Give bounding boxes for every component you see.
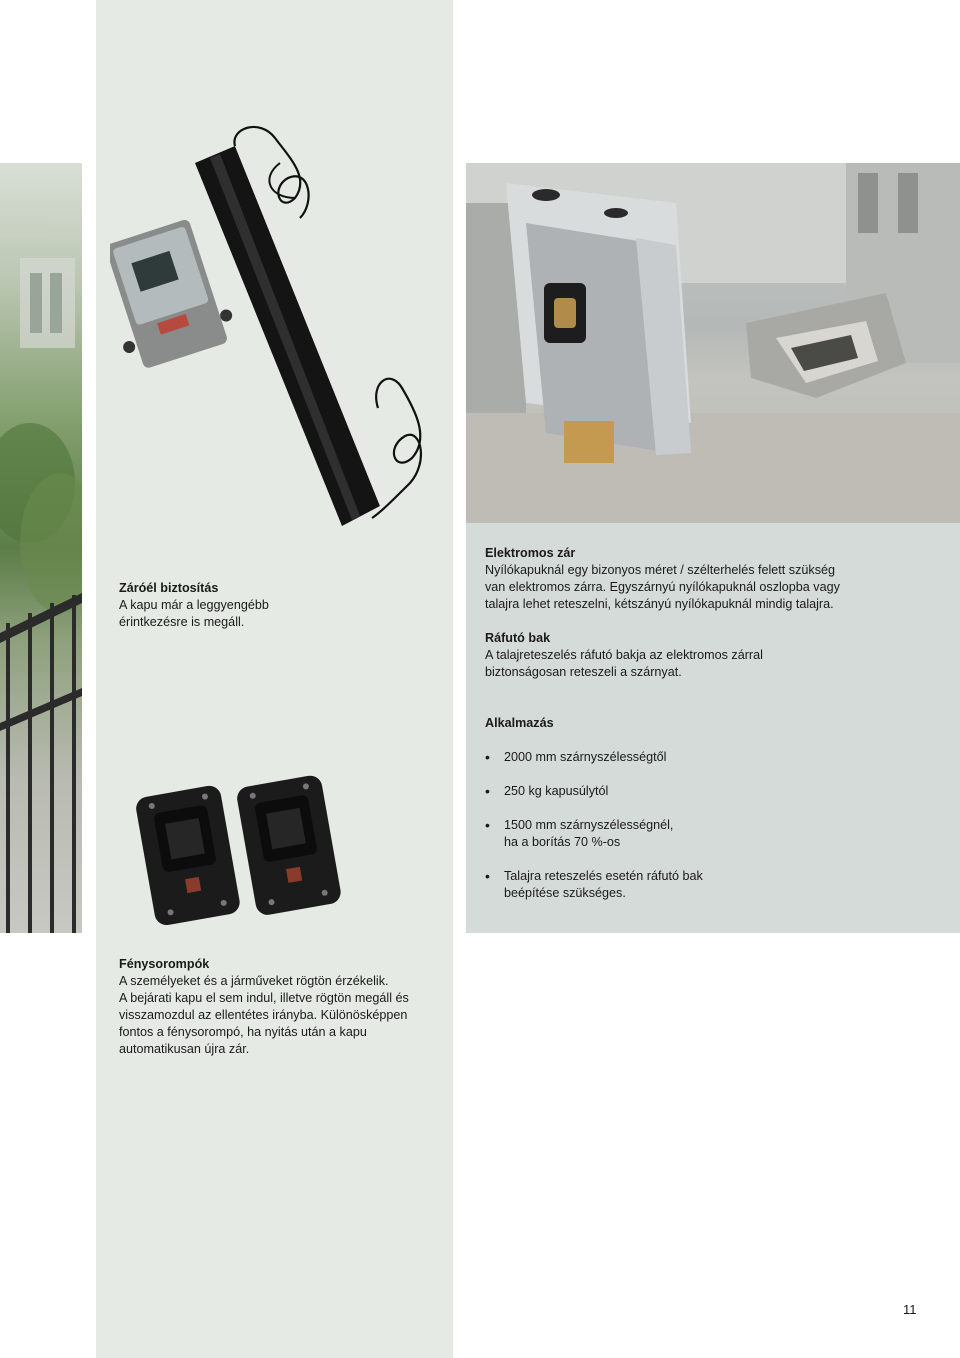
application-item: • 250 kg kapusúlytól (467, 783, 937, 800)
photocell-text-line: A bejárati kapu el sem indul, illetve rögtön megáll és (119, 991, 409, 1005)
photocell-product-image (130, 760, 360, 935)
catch-title: Ráfutó bak (485, 631, 551, 645)
application-title: Alkalmazás (485, 716, 554, 730)
safety-edge-text-line: érintkezésre is megáll. (119, 615, 245, 629)
application-list (467, 749, 937, 919)
safety-edge-product-image (110, 118, 450, 538)
electric-lock-section (485, 545, 945, 613)
electric-lock-photo (466, 163, 960, 523)
catch-text-line: biztonságosan reteszeli a szárnyat. (485, 665, 682, 679)
application-section (485, 715, 945, 732)
safety-edge-caption (119, 580, 449, 631)
catch-section (485, 630, 945, 681)
photocell-text-line: visszamozdul az ellentétes irányba. Különösképpen (119, 1008, 408, 1022)
electric-lock-text-line: van elektromos zárra. Egyszárnyú nyílókapuknál oszlopba vagy (485, 580, 840, 594)
photocell-text-line: A személyeket és a járműveket rögtön érzékelik. (119, 974, 389, 988)
photocell-section (119, 956, 459, 1058)
photocell-title: Fénysorompók (119, 957, 210, 971)
electric-lock-text-line: talajra lehet reteszelni, kétszányú nyílókapuknál mindig talajra. (485, 597, 834, 611)
catch-text-line: A talajreteszelés ráfutó bakja az elektromos zárral (485, 648, 763, 662)
photocell-text-line: automatikusan újra zár. (119, 1042, 250, 1056)
photocell-text-line: fontos a fénysorompó, ha nyitás után a kapu (119, 1025, 367, 1039)
electric-lock-text-line: Nyílókapuknál egy bizonyos méret / szélterhelés felett szükség (485, 563, 835, 577)
application-item: • 2000 mm szárnyszélességtől (467, 749, 937, 766)
application-item: • 1500 mm szárnyszélességnél, ha a borítás 70 %-os (467, 817, 937, 851)
electric-lock-title: Elektromos zár (485, 546, 576, 560)
garden-photo (0, 163, 82, 933)
application-item: • Talajra reteszelés esetén ráfutó bak beépítése szükséges. (467, 868, 937, 902)
page-number: 11 (903, 1302, 917, 1317)
safety-edge-title: Záróél biztosítás (119, 581, 219, 595)
safety-edge-text-line: A kapu már a leggyengébb (119, 598, 269, 612)
